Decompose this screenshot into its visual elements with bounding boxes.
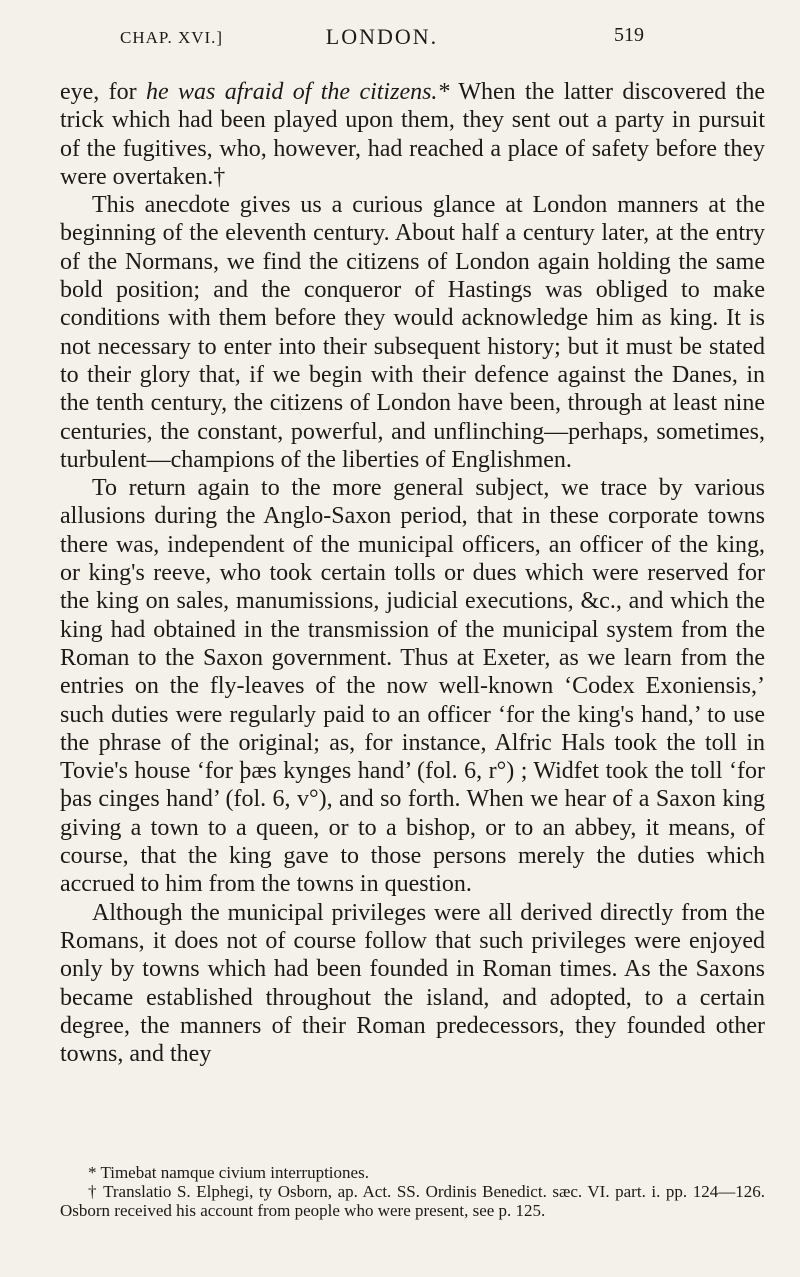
running-head [60, 0, 704, 60]
page-number: 519 [614, 24, 644, 46]
body-text [60, 78, 765, 1068]
footnotes [60, 1163, 765, 1220]
paragraph-1-italic: he was afraid of the citizens.* [146, 79, 450, 105]
footnote-1: * Timebat namque civium interruptiones. [88, 1163, 369, 1182]
chapter-label: CHAP. XVI.] [120, 28, 224, 47]
paragraph-1 [60, 78, 765, 191]
paragraph-1-start: eye, for [60, 79, 146, 105]
footnote-2: † Translatio S. Elphegi, ty Osborn, ap. Act. SS. Ordinis Benedict. sæc. VI. part. i. pp. 124—126. Osborn received his account from people who were present, see p. 125. [60, 1182, 765, 1220]
paragraph-1-end: When the latter discovered the trick which had been played upon them, they sent out a party in pursuit of the fugitives, who, however, had reached a place of safety before they were overtaken.† [60, 79, 765, 190]
paragraph-3: To return again to the more general subject, we trace by various allusions during the Anglo-Saxon period, that in these corporate towns there was, independent of the municipal officers, an officer of the king, or king's reeve, who took certain tolls or dues which were reserved for the king on sales, manumissions, judicial executions, &c., and which the king had obtained in the transmission of the municipal system from the Roman to the Saxon government. Thus at Exeter, as we learn from the entries on the fly-leaves of the now well-known ‘Codex Exoniensis,’ such duties were regularly paid to an officer ‘for the king's hand,’ to use the phrase of the original; as, for instance, Alfric Hals took the toll in Tovie's house ‘for þæs kynges hand’ (fol. 6, r°) ; Widfet took the toll ‘for þas cinges hand’ (fol. 6, v°), and so forth. When we hear of a Saxon king giving a town to a queen, or to a bishop, or to an abbey, it means, of course, that the king gave to those persons merely the duties which accrued to him from the towns in question. [60, 475, 765, 898]
paragraph-4: Although the municipal privileges were all derived directly from the Romans, it does not of course follow that such privileges were enjoyed only by towns which had been founded in Roman times. As the Saxons became established throughout the island, and adopted, to a certain degree, the manners of their Roman predecessors, they founded other towns, and they [60, 899, 765, 1068]
page-title: LONDON. [325, 24, 439, 49]
paragraph-2: This anecdote gives us a curious glance at London manners at the beginning of the eleventh century. About half a century later, at the entry of the Normans, we find the citizens of London again holding the same bold position; and the conqueror of Hastings was obliged to make conditions with them before they would acknowledge him as king. It is not necessary to enter into their subsequent history; but it must be stated to their glory that, if we begin with their defence against the Danes, in the tenth century, the citizens of London have been, through at least nine centuries, the constant, powerful, and unflinching—perhaps, sometimes, turbulent—champions of the liberties of Englishmen. [60, 192, 765, 473]
